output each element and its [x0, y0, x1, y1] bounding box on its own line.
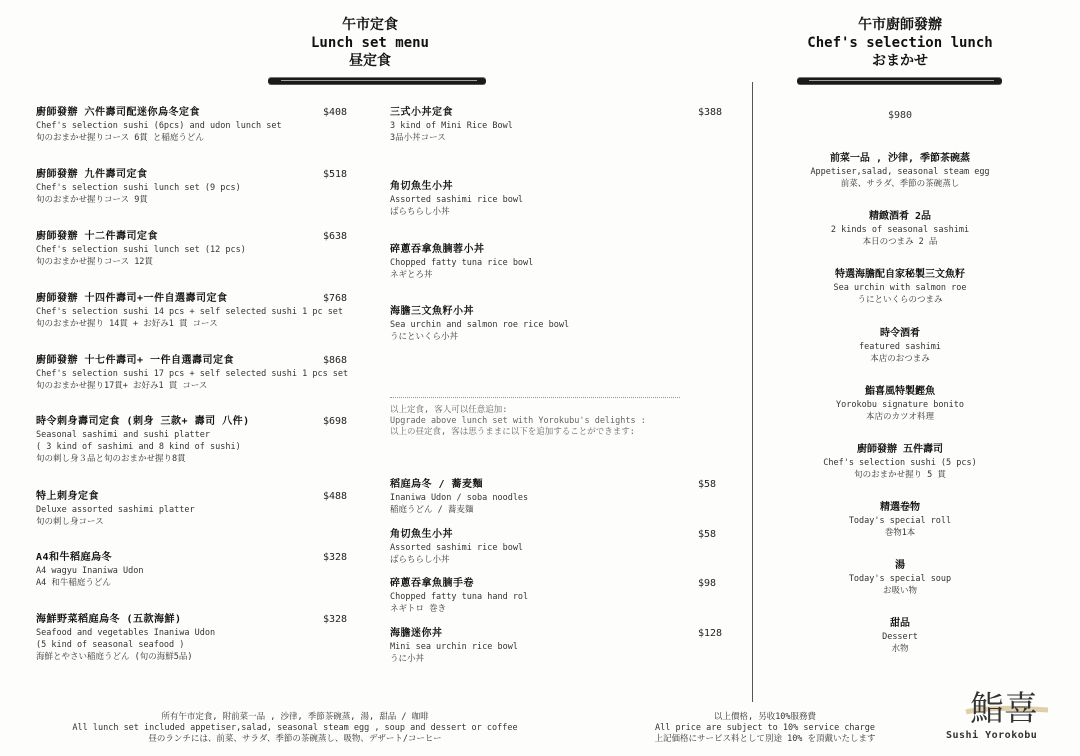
menu-item [390, 305, 569, 343]
menu-item-desc: 旬のおまかせ握りコース 9貫 [36, 195, 148, 205]
course-desc: お吸い物 [882, 586, 917, 596]
header-jp: おまかせ [872, 53, 928, 69]
course-title: 前菜一品 , 沙律, 季節茶碗蒸 [829, 153, 971, 164]
menu-item [390, 180, 523, 218]
upgrade-note [390, 405, 690, 438]
menu-item-desc: Chef's selection sushi (6pcs) and udon lunch set [36, 121, 282, 131]
menu-item-price: $768 [323, 293, 348, 304]
yorokobu-logo [962, 678, 1052, 738]
menu-item-price: $698 [323, 416, 348, 427]
footer-service-charge [620, 712, 910, 745]
brush-divider-right [797, 78, 1002, 84]
menu-item-price: $408 [323, 107, 348, 118]
course-desc: Today's special soup [848, 574, 952, 584]
menu-item-price: $868 [323, 355, 348, 366]
menu-item-desc: ( 3 kind of sashimi and 8 kind of sushi) [36, 442, 241, 452]
menu-item-desc: Chopped fatty tuna hand rol [390, 592, 529, 602]
header-en: Lunch set menu [310, 35, 429, 51]
chef-selection-header [800, 16, 1000, 70]
menu-item-desc: うにといくら小丼 [390, 332, 459, 342]
course-item [790, 559, 1010, 597]
menu-item-price: $128 [698, 628, 723, 639]
menu-item-price: $488 [323, 491, 348, 502]
menu-item-desc: Chef's selection sushi lunch set (12 pcs) [36, 245, 246, 255]
chef-selection-price: $980 [887, 110, 913, 121]
menu-item [36, 354, 348, 392]
menu-item [36, 168, 241, 206]
menu-item [390, 478, 528, 516]
menu-item [36, 613, 215, 663]
course-desc: 水物 [891, 644, 909, 654]
course-title: 廚師發辦 五件壽司 [856, 444, 944, 455]
course-desc: 旬のおまかせ握り 5 貫 [854, 470, 946, 480]
course-item [790, 152, 1010, 190]
menu-item-desc: ネギトロ 巻き [390, 604, 447, 614]
menu-item-price: $98 [698, 578, 717, 589]
menu-item-desc: 3品小丼コース [390, 133, 446, 143]
menu-item-title: 角切魚生小丼 [390, 529, 453, 540]
course-title: 精選卷物 [880, 502, 920, 513]
menu-item-title: 海膽三文魚籽小丼 [390, 306, 474, 317]
footer-zh: 所有午市定食, 附前菜一品 , 沙律, 季節茶碗蒸, 湯, 甜品 / 咖啡 [161, 712, 429, 722]
menu-item-desc: A4 和牛稲庭うどん [36, 578, 111, 588]
menu-item [390, 106, 513, 144]
menu-item-price: $58 [698, 529, 717, 540]
svg-text:鮨喜: 鮨喜 [970, 689, 1038, 729]
menu-item-desc: (5 kind of seasonal seafood ) [36, 640, 185, 650]
menu-item-title: 碎蔥吞拿魚腩蓉小丼 [390, 244, 485, 255]
menu-item [390, 528, 523, 566]
footer-en: All price are subject to 10% service charge [654, 723, 876, 733]
menu-item-desc: Inaniwa Udon / soba noodles [390, 493, 529, 503]
menu-item [36, 230, 246, 268]
menu-item-desc: 旬のおまかせ握りコース 6貫 と稲庭うどん [36, 133, 204, 143]
brush-divider-left [268, 78, 486, 84]
menu-item [36, 490, 195, 528]
menu-item-price: $58 [698, 479, 717, 490]
menu-item-desc: 旬のおまかせ握り 14貫 + お好み1 貫 コース [36, 319, 218, 329]
menu-item-desc: Deluxe assorted sashimi platter [36, 505, 195, 515]
menu-item [390, 243, 533, 281]
menu-item-desc: Chef's selection sushi 17 pcs + self selected sushi 1 pcs set [36, 369, 349, 379]
header-en: Chef's selection lunch [807, 35, 993, 51]
course-desc: Appetiser,salad, seasonal steam egg [810, 167, 990, 177]
menu-item-desc: 旬のおまかせ握りコース 12貫 [36, 257, 153, 267]
course-desc: 巻物1本 [884, 528, 916, 538]
course-desc: Dessert [882, 632, 918, 642]
course-desc: 前菜、サラダ、季節の茶碗蒸し [840, 179, 960, 189]
menu-item-price: $518 [323, 169, 348, 180]
menu-item-price: $328 [323, 614, 348, 625]
menu-item-title: 廚師發辦 九件壽司定食 [36, 169, 148, 180]
header-zh: 午市定食 [342, 17, 398, 33]
menu-item-desc: Chef's selection sushi 14 pcs + self selected sushi 1 pc set [36, 307, 344, 317]
menu-item [390, 577, 528, 615]
header-jp: 昼定食 [349, 53, 391, 69]
menu-item-desc: ばらちらし小丼 [390, 207, 450, 217]
upgrade-zh: 以上定食, 客人可以任意追加: [390, 405, 508, 415]
menu-item-desc: Assorted sashimi rice bowl [390, 543, 524, 553]
menu-item-title: 海鮮野菜稻庭烏冬 (五款海鮮) [36, 614, 182, 625]
course-desc: 本日のつまみ 2 品 [862, 237, 938, 247]
menu-item-title: 碎蔥吞拿魚腩手卷 [390, 578, 474, 589]
course-title: 湯 [895, 560, 905, 571]
menu-item-title: 三式小丼定食 [390, 107, 453, 118]
menu-item-desc: 旬の刺し身コース [36, 517, 104, 527]
logo-text: Sushi Yorokobu [946, 730, 1038, 741]
footer-jp: 上記価格にサービス料として別途 10% を頂戴いたします [654, 734, 876, 744]
upgrade-en: Upgrade above lunch set with Yorokubu's delights : [390, 416, 646, 426]
menu-item-desc: Seafood and vegetables Inaniwa Udon [36, 628, 216, 638]
menu-item-title: 廚師發辦 十七件壽司+ 一件自選壽司定食 [36, 355, 235, 366]
course-desc: 本店のカツオ料理 [865, 412, 934, 422]
course-desc: Sea urchin with salmon roe [833, 283, 967, 293]
menu-item-desc: Mini sea urchin rice bowl [390, 642, 518, 652]
menu-item-desc: うに小丼 [390, 654, 425, 664]
course-item [790, 501, 1010, 539]
menu-item-desc: A4 wagyu Inaniwa Udon [36, 566, 144, 576]
menu-item-desc: 海鮮とやさい稲庭うどん (旬の海鮮5品) [36, 652, 193, 662]
upgrade-jp: 以上の昼定食, 客は思うままに以下を追加することができます: [390, 427, 635, 437]
menu-item-title: 角切魚生小丼 [390, 181, 453, 192]
course-desc: Chef's selection sushi (5 pcs) [823, 458, 977, 468]
course-title: 鮨喜風特製鰹魚 [865, 386, 935, 397]
menu-item-desc: Assorted sashimi rice bowl [390, 195, 524, 205]
menu-item [390, 627, 518, 665]
course-item [790, 327, 1010, 365]
course-title: 特選海膽配自家秘製三文魚籽 [835, 269, 965, 280]
menu-item-title: 廚師發辦 十四件壽司+一件自選壽司定食 [36, 293, 228, 304]
menu-item [36, 292, 343, 330]
course-item [790, 210, 1010, 248]
menu-item-desc: 旬の刺し身３品と旬のおまかせ握り8貫 [36, 454, 186, 464]
course-desc: Today's special roll [848, 516, 952, 526]
footer-en: All lunch set included appetiser,salad, seasonal steam egg , soup and dessert or coffee [72, 723, 518, 733]
course-item [790, 617, 1010, 655]
menu-item-desc: 稲庭うどん / 蕎麦麺 [390, 505, 474, 515]
footer-jp: 昼のランチには、前菜、サラダ、季節の茶碗蒸し、吸物、デザート/コーヒー [148, 734, 442, 744]
course-item [790, 268, 1010, 306]
course-title: 時令酒肴 [880, 328, 920, 339]
menu-item [36, 106, 282, 144]
footer-included-note [60, 712, 530, 745]
lunch-set-header [290, 16, 450, 70]
menu-item-desc: 旬のおまかせ握り17貫+ お好み1 貫 コース [36, 381, 208, 391]
course-desc: 本店のおつまみ [870, 354, 930, 364]
course-item [790, 443, 1010, 481]
course-title: 精緻酒肴 2品 [868, 211, 932, 222]
menu-item-title: 稻庭烏冬 / 蕎麦麵 [390, 479, 484, 490]
menu-item-desc: 3 kind of Mini Rice Bowl [390, 121, 513, 131]
menu-item-price: $638 [323, 231, 348, 242]
menu-item-desc: Seasonal sashimi and sushi platter [36, 430, 210, 440]
column-divider [752, 82, 753, 702]
menu-item [36, 551, 143, 589]
header-zh: 午市廚師發辦 [858, 17, 942, 33]
footer-zh: 以上價格, 另收10%服務費 [713, 712, 817, 722]
course-desc: 2 kinds of seasonal sashimi [830, 225, 970, 235]
menu-item-desc: Sea urchin and salmon roe rice bowl [390, 320, 570, 330]
menu-item-title: 特上刺身定食 [36, 491, 99, 502]
menu-item-title: 海膽迷你丼 [390, 628, 443, 639]
menu-item-desc: Chopped fatty tuna rice bowl [390, 258, 534, 268]
dotted-divider [390, 397, 680, 398]
course-desc: Yorokobu signature bonito [836, 400, 964, 410]
menu-item-desc: ネギとろ丼 [390, 270, 433, 280]
course-item [790, 385, 1010, 423]
menu-item-price: $328 [323, 552, 348, 563]
menu-item-title: 時令刺身壽司定食 (刺身 三款+ 壽司 八件) [36, 416, 250, 427]
menu-item-title: 廚師發辦 十二件壽司定食 [36, 231, 159, 242]
course-desc: うにといくらのつまみ [857, 295, 943, 305]
menu-item-desc: Chef's selection sushi lunch set (9 pcs) [36, 183, 241, 193]
course-title: 甜品 [890, 618, 910, 629]
menu-item-price: $388 [698, 107, 723, 118]
menu-item-title: A4和牛稻庭烏冬 [36, 552, 113, 563]
menu-item [36, 415, 250, 465]
course-desc: featured sashimi [859, 342, 941, 352]
menu-item-desc: ばらちらし小丼 [390, 555, 450, 565]
menu-item-title: 廚師發辦 六件壽司配迷你烏冬定食 [36, 107, 201, 118]
